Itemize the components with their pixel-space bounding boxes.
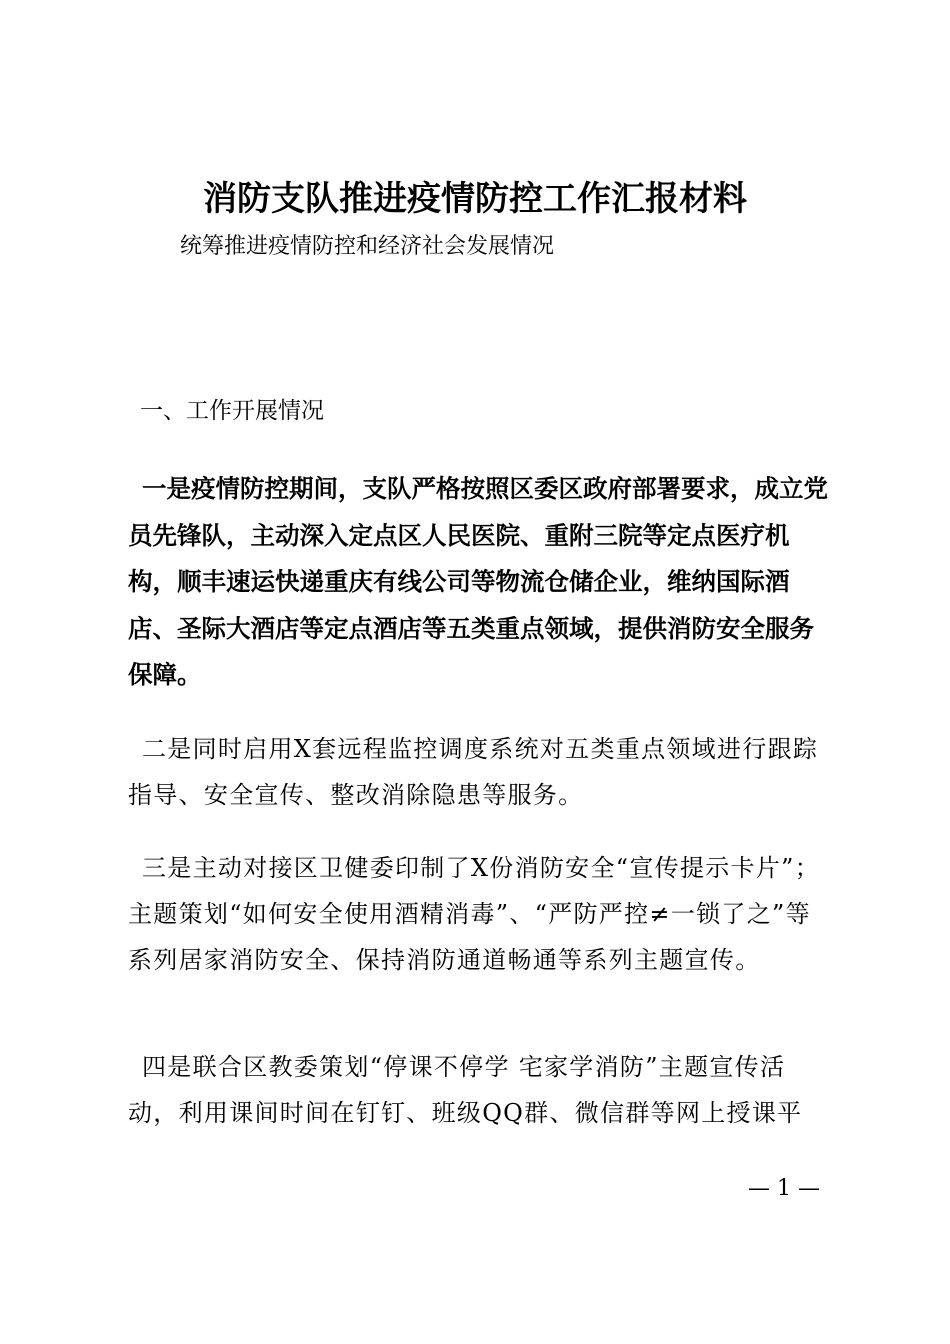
- paragraph-2: 二是同时启用X套远程监控调度系统对五类重点领域进行跟踪指导、安全宣传、整改消除隐患等服务。: [128, 735, 819, 809]
- paragraph-4: 四是联合区教委策划“停课不停学 宅家学消防”主题宣传活动，利用课间时间在钉钉、班级QQ群、微信群等网上授课平: [128, 1053, 803, 1127]
- paragraph-3: 三是主动对接区卫健委印制了X份消防安全“宣传提示卡片”；主题策划“如何安全使用酒精消毒”、“严防严控≠一锁了之”等系列居家消防安全、保持消防通道畅通等系列主题宣传。: [128, 854, 821, 974]
- document-title: 消防支队推进疫情防控工作汇报材料: [203, 179, 747, 219]
- paragraph-1: 一是疫情防控期间，支队严格按照区委区政府部署要求，成立党员先锋队，主动深入定点区人民医院、重附三院等定点医疗机构，顺丰速运快递重庆有线公司等物流仓储企业，维纳国际酒店、圣际大酒店等定点酒店等五类重点领域，提供消防安全服务保障。: [128, 474, 828, 689]
- section-heading: 一、工作开展情况: [140, 398, 324, 424]
- document-subtitle: 统筹推进疫情防控和经济社会发展情况: [180, 234, 555, 259]
- page-number: — 1 —: [748, 1176, 820, 1201]
